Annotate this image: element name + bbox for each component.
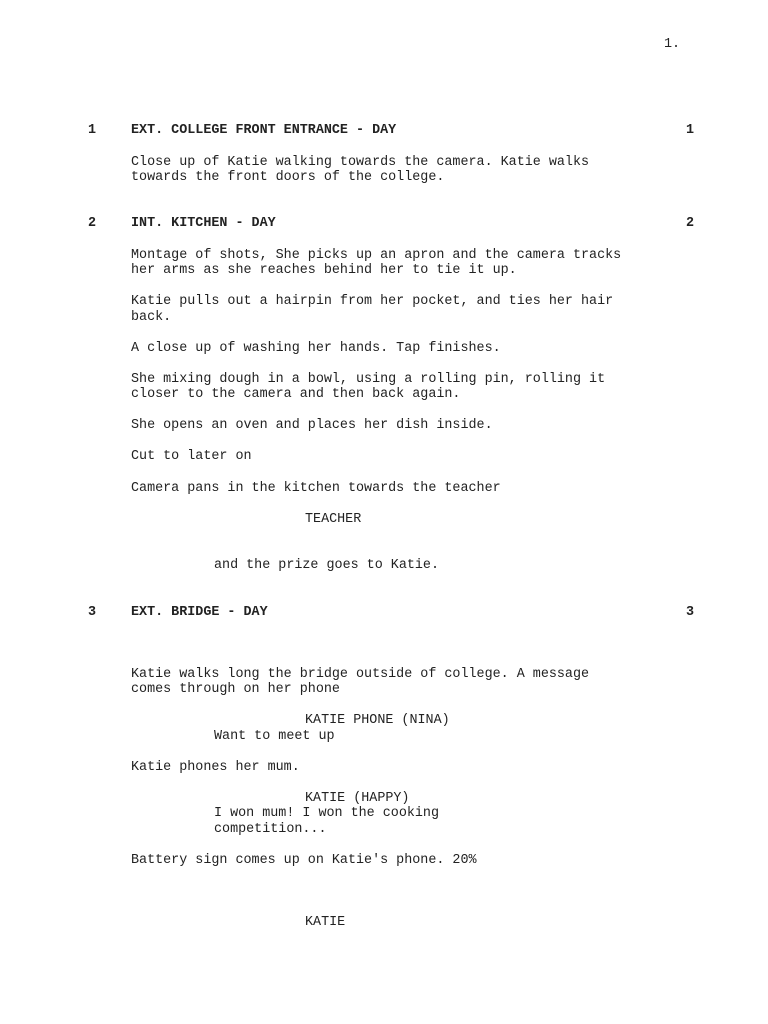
- scene-number-right: 3: [686, 605, 695, 620]
- action-line: comes through on her phone: [131, 682, 340, 697]
- action-line: Close up of Katie walking towards the camera. Katie walks: [131, 155, 590, 170]
- dialogue-line: Want to meet up: [214, 729, 335, 744]
- action-line: her arms as she reaches behind her to tie it up.: [131, 263, 517, 278]
- scene-number-right: 2: [686, 216, 695, 231]
- scene-heading: EXT. COLLEGE FRONT ENTRANCE - DAY: [131, 123, 397, 138]
- character-name: TEACHER: [305, 512, 362, 527]
- scene-number-left: 3: [88, 605, 97, 620]
- dialogue-line: I won mum! I won the cooking: [214, 806, 439, 821]
- scene-number-left: 1: [88, 123, 97, 138]
- action-line: Katie phones her mum.: [131, 760, 300, 775]
- scene-number-left: 2: [88, 216, 97, 231]
- action-line: back.: [131, 310, 172, 325]
- action-line: A close up of washing her hands. Tap finishes.: [131, 341, 501, 356]
- scene-heading: EXT. BRIDGE - DAY: [131, 605, 268, 620]
- action-line: Cut to later on: [131, 449, 252, 464]
- action-line: closer to the camera and then back again.: [131, 387, 461, 402]
- action-line: Katie walks long the bridge outside of college. A message: [131, 667, 590, 682]
- character-name: KATIE (HAPPY): [305, 791, 410, 806]
- action-line: She mixing dough in a bowl, using a rolling pin, rolling it: [131, 372, 606, 387]
- action-line: Montage of shots, She picks up an apron and the camera tracks: [131, 248, 622, 263]
- scene-heading: INT. KITCHEN - DAY: [131, 216, 276, 231]
- action-line: Camera pans in the kitchen towards the teacher: [131, 481, 501, 496]
- character-name: KATIE PHONE (NINA): [305, 713, 450, 728]
- action-line: She opens an oven and places her dish inside.: [131, 418, 493, 433]
- character-name: KATIE: [305, 915, 346, 930]
- action-line: Battery sign comes up on Katie's phone. 20%: [131, 853, 477, 868]
- page-number: 1.: [664, 37, 681, 52]
- action-line: towards the front doors of the college.: [131, 170, 445, 185]
- action-line: Katie pulls out a hairpin from her pocket, and ties her hair: [131, 294, 614, 309]
- scene-number-right: 1: [686, 123, 695, 138]
- dialogue-line: and the prize goes to Katie.: [214, 558, 439, 573]
- dialogue-line: competition...: [214, 822, 327, 837]
